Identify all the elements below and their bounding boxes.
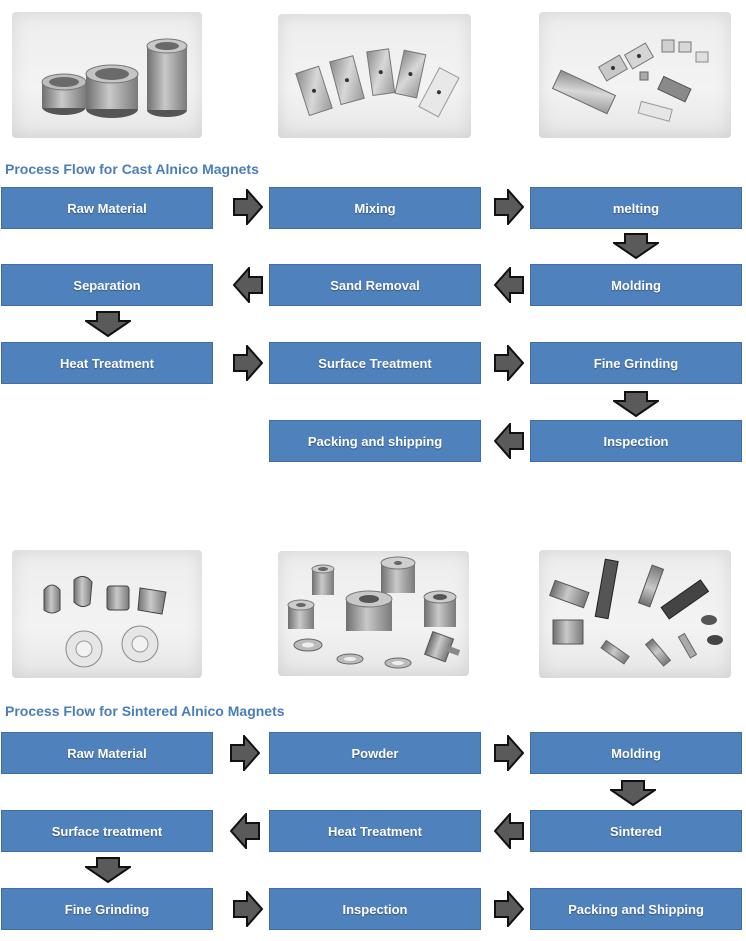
right-arrow-icon [494, 345, 524, 381]
cast-step-packing-shipping: Packing and shipping [269, 420, 481, 462]
sintered-step-fine-grinding: Fine Grinding [1, 888, 213, 930]
cast-process-heading: Process Flow for Cast Alnico Magnets [5, 161, 259, 177]
cast-block-magnets-image [278, 14, 471, 138]
left-arrow-icon [494, 813, 524, 849]
cast-assorted-magnets-image [539, 12, 731, 138]
sintered-step-molding: Molding [530, 732, 742, 774]
right-arrow-icon [494, 735, 524, 771]
sintered-step-sintered: Sintered [530, 810, 742, 852]
down-arrow-icon [85, 857, 131, 883]
cast-step-inspection: Inspection [530, 420, 742, 462]
sintered-step-inspection: Inspection [269, 888, 481, 930]
cast-step-sand-removal: Sand Removal [269, 264, 481, 306]
right-arrow-icon [233, 891, 263, 927]
sintered-process-heading: Process Flow for Sintered Alnico Magnets [5, 703, 285, 719]
right-arrow-icon [230, 735, 260, 771]
down-arrow-icon [610, 780, 656, 806]
left-arrow-icon [494, 267, 524, 303]
left-arrow-icon [494, 423, 524, 459]
right-arrow-icon [233, 345, 263, 381]
cast-step-surface-treatment: Surface Treatment [269, 342, 481, 384]
sintered-step-surface-treatment: Surface treatment [1, 810, 213, 852]
sintered-step-heat-treatment: Heat Treatment [269, 810, 481, 852]
cast-step-mixing: Mixing [269, 187, 481, 229]
sintered-step-powder: Powder [269, 732, 481, 774]
left-arrow-icon [230, 813, 260, 849]
cast-step-molding: Molding [530, 264, 742, 306]
right-arrow-icon [494, 189, 524, 225]
cast-step-fine-grinding: Fine Grinding [530, 342, 742, 384]
down-arrow-icon [613, 391, 659, 417]
sintered-rod-bar-magnets-image [539, 550, 731, 678]
down-arrow-icon [613, 233, 659, 259]
cast-step-raw-material: Raw Material [1, 187, 213, 229]
sintered-cylinder-magnets-image [278, 551, 469, 676]
cast-step-separation: Separation [1, 264, 213, 306]
right-arrow-icon [494, 891, 524, 927]
down-arrow-icon [85, 311, 131, 337]
cast-step-melting: melting [530, 187, 742, 229]
cast-ring-magnets-image [12, 12, 202, 138]
sintered-step-packing-shipping: Packing and Shipping [530, 888, 742, 930]
right-arrow-icon [233, 189, 263, 225]
left-arrow-icon [233, 267, 263, 303]
sintered-step-raw-material: Raw Material [1, 732, 213, 774]
sintered-arc-washer-magnets-image [12, 550, 202, 678]
cast-step-heat-treatment: Heat Treatment [1, 342, 213, 384]
